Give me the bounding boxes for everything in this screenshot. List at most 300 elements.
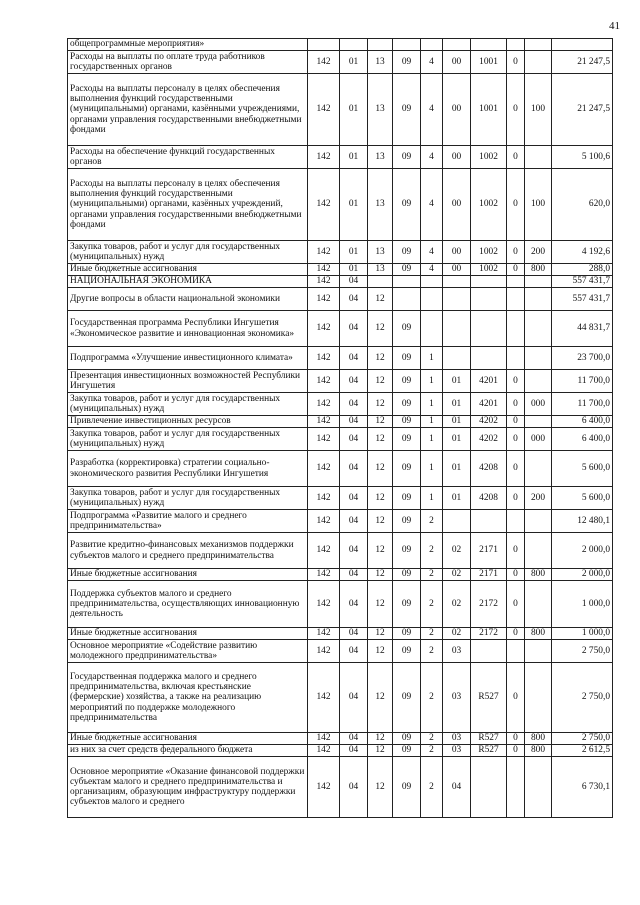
subsection-code-cell [368,276,393,288]
amount-cell: 5 100,6 [552,146,613,169]
direction-code-cell: 1001 [471,51,507,74]
amount-cell: 6 730,1 [552,757,613,818]
row-name-cell: Другие вопросы в области национальной экономики [68,288,308,311]
sub-code-cell: 0 [507,733,525,745]
sub-code-cell: 0 [507,628,525,640]
gov-code-cell: 142 [308,264,340,276]
subsection-code-cell: 13 [368,264,393,276]
event-code-cell: 01 [443,416,471,428]
expense-type-code-cell [525,311,552,347]
section-code-cell: 01 [340,241,368,264]
row-name-cell: Подпрограмма «Развитие малого и среднего предпринимательства» [68,510,308,533]
event-code-cell: 02 [443,628,471,640]
program-code-cell: 09 [393,347,421,370]
gov-code-cell: 142 [308,628,340,640]
row-name-cell: Иные бюджетные ассигнования [68,733,308,745]
amount-cell: 5 600,0 [552,451,613,487]
direction-code-cell: 1002 [471,264,507,276]
subprogram-code-cell: 1 [421,451,443,487]
subprogram-code-cell: 4 [421,74,443,146]
subprogram-code-cell: 2 [421,745,443,757]
sub-code-cell [507,347,525,370]
amount-cell: 11 700,0 [552,393,613,416]
subprogram-code-cell [421,288,443,311]
table-row [68,74,613,146]
table-row [68,757,613,818]
expense-type-code-cell: 000 [525,428,552,451]
amount-cell: 5 600,0 [552,487,613,510]
sub-code-cell: 0 [507,533,525,569]
section-code-cell: 04 [340,416,368,428]
direction-code-cell [471,510,507,533]
direction-code-cell: 4201 [471,393,507,416]
expense-type-code-cell: 100 [525,74,552,146]
direction-code-cell: 4202 [471,416,507,428]
amount-cell: 1 000,0 [552,581,613,628]
row-name-cell: Основное мероприятие «Содействие развитию молодежного предпринимательства» [68,640,308,663]
expense-type-code-cell [525,146,552,169]
program-code-cell: 09 [393,581,421,628]
program-code-cell: 09 [393,569,421,581]
table-row [68,663,613,733]
program-code-cell: 09 [393,628,421,640]
subprogram-code-cell: 1 [421,416,443,428]
subprogram-code-cell: 2 [421,733,443,745]
subsection-code-cell: 13 [368,169,393,241]
table-row [68,276,613,288]
sub-code-cell: 0 [507,264,525,276]
amount-cell: 2 000,0 [552,569,613,581]
amount-cell: 620,0 [552,169,613,241]
subsection-code-cell: 12 [368,370,393,393]
program-code-cell: 09 [393,146,421,169]
row-name-cell: общепрограммные мероприятия» [68,39,308,51]
event-code-cell [443,39,471,51]
gov-code-cell: 142 [308,288,340,311]
row-name-cell: из них за счет средств федерального бюджета [68,745,308,757]
event-code-cell: 00 [443,241,471,264]
subprogram-code-cell [421,311,443,347]
row-name-cell: Иные бюджетные ассигнования [68,569,308,581]
event-code-cell: 01 [443,451,471,487]
amount-cell: 44 831,7 [552,311,613,347]
amount-cell: 11 700,0 [552,370,613,393]
section-code-cell: 04 [340,663,368,733]
expense-type-code-cell [525,276,552,288]
section-code-cell: 01 [340,51,368,74]
row-name-cell: Разработка (корректировка) стратегии социально-экономического развития Республики Ингушетия [68,451,308,487]
table-row [68,241,613,264]
gov-code-cell: 142 [308,146,340,169]
gov-code-cell: 142 [308,169,340,241]
event-code-cell: 00 [443,74,471,146]
program-code-cell: 09 [393,663,421,733]
direction-code-cell: 1002 [471,146,507,169]
row-name-cell: Государственная программа Республики Ингушетия «Экономическое развитие и инновационная экономика» [68,311,308,347]
expense-type-code-cell: 800 [525,733,552,745]
subsection-code-cell: 12 [368,451,393,487]
row-name-cell: Расходы на выплаты по оплате труда работников государственных органов [68,51,308,74]
gov-code-cell [308,39,340,51]
amount-cell: 12 480,1 [552,510,613,533]
table-row [68,451,613,487]
gov-code-cell: 142 [308,416,340,428]
gov-code-cell: 142 [308,733,340,745]
section-code-cell: 01 [340,146,368,169]
table-row [68,533,613,569]
event-code-cell: 04 [443,757,471,818]
program-code-cell: 09 [393,51,421,74]
direction-code-cell: 4208 [471,451,507,487]
amount-cell: 2 000,0 [552,533,613,569]
sub-code-cell: 0 [507,581,525,628]
table-row [68,745,613,757]
table-row [68,487,613,510]
event-code-cell: 01 [443,370,471,393]
direction-code-cell: 2172 [471,628,507,640]
section-code-cell: 04 [340,757,368,818]
event-code-cell: 01 [443,487,471,510]
row-name-cell: Расходы на выплаты персоналу в целях обеспечения выполнения функций государственными (муниципальными) органами, казённых учреждений, органами управления государственными внебюджетными фондами [68,169,308,241]
table-row [68,510,613,533]
subsection-code-cell: 12 [368,416,393,428]
sub-code-cell [507,39,525,51]
subprogram-code-cell [421,39,443,51]
amount-cell: 4 192,6 [552,241,613,264]
gov-code-cell: 142 [308,487,340,510]
gov-code-cell: 142 [308,451,340,487]
section-code-cell: 04 [340,533,368,569]
sub-code-cell: 0 [507,370,525,393]
direction-code-cell: 1001 [471,74,507,146]
program-code-cell: 09 [393,169,421,241]
event-code-cell: 03 [443,640,471,663]
sub-code-cell [507,510,525,533]
row-name-cell: Закупка товаров, работ и услуг для государственных (муниципальных) нужд [68,487,308,510]
program-code-cell: 09 [393,640,421,663]
section-code-cell: 04 [340,581,368,628]
direction-code-cell [471,347,507,370]
direction-code-cell: 1002 [471,169,507,241]
expense-type-code-cell [525,39,552,51]
row-name-cell: Иные бюджетные ассигнования [68,264,308,276]
section-code-cell: 04 [340,288,368,311]
table-row [68,393,613,416]
expense-type-code-cell: 000 [525,393,552,416]
subprogram-code-cell: 2 [421,533,443,569]
subprogram-code-cell: 1 [421,370,443,393]
amount-cell: 21 247,5 [552,74,613,146]
event-code-cell: 02 [443,569,471,581]
direction-code-cell: 4201 [471,370,507,393]
direction-code-cell [471,640,507,663]
sub-code-cell: 0 [507,51,525,74]
event-code-cell: 00 [443,169,471,241]
subsection-code-cell: 12 [368,569,393,581]
gov-code-cell: 142 [308,663,340,733]
sub-code-cell: 0 [507,745,525,757]
event-code-cell [443,276,471,288]
subprogram-code-cell: 2 [421,663,443,733]
row-name-cell: Привлечение инвестиционных ресурсов [68,416,308,428]
direction-code-cell: R527 [471,663,507,733]
amount-cell: 2 612,5 [552,745,613,757]
subprogram-code-cell: 1 [421,428,443,451]
expense-type-code-cell [525,347,552,370]
section-code-cell: 04 [340,569,368,581]
subsection-code-cell: 12 [368,733,393,745]
budget-table-body [68,39,613,818]
section-code-cell: 04 [340,510,368,533]
row-name-cell: Расходы на обеспечение функций государственных органов [68,146,308,169]
gov-code-cell: 142 [308,51,340,74]
subsection-code-cell: 12 [368,393,393,416]
gov-code-cell: 142 [308,569,340,581]
event-code-cell: 00 [443,264,471,276]
amount-cell: 21 247,5 [552,51,613,74]
amount-cell: 23 700,0 [552,347,613,370]
subsection-code-cell: 12 [368,628,393,640]
subprogram-code-cell: 4 [421,169,443,241]
subprogram-code-cell: 4 [421,264,443,276]
direction-code-cell: 1002 [471,241,507,264]
gov-code-cell: 142 [308,640,340,663]
gov-code-cell: 142 [308,581,340,628]
table-row [68,51,613,74]
section-code-cell: 04 [340,451,368,487]
section-code-cell: 04 [340,487,368,510]
subsection-code-cell [368,39,393,51]
section-code-cell: 04 [340,628,368,640]
program-code-cell: 09 [393,487,421,510]
subsection-code-cell: 12 [368,581,393,628]
direction-code-cell [471,311,507,347]
subprogram-code-cell: 2 [421,581,443,628]
expense-type-code-cell [525,370,552,393]
event-code-cell [443,347,471,370]
row-name-cell: Закупка товаров, работ и услуг для государственных (муниципальных) нужд [68,428,308,451]
page-number: 41 [609,20,620,32]
event-code-cell [443,288,471,311]
section-code-cell: 04 [340,370,368,393]
subprogram-code-cell: 4 [421,146,443,169]
section-code-cell: 04 [340,276,368,288]
program-code-cell [393,276,421,288]
sub-code-cell: 0 [507,169,525,241]
subsection-code-cell: 12 [368,288,393,311]
subsection-code-cell: 12 [368,533,393,569]
subprogram-code-cell: 1 [421,487,443,510]
program-code-cell: 09 [393,416,421,428]
sub-code-cell [507,288,525,311]
program-code-cell: 09 [393,757,421,818]
direction-code-cell: 2172 [471,581,507,628]
expense-type-code-cell [525,581,552,628]
table-row [68,370,613,393]
gov-code-cell: 142 [308,370,340,393]
program-code-cell: 09 [393,370,421,393]
program-code-cell: 09 [393,510,421,533]
expense-type-code-cell [525,416,552,428]
section-code-cell: 04 [340,745,368,757]
section-code-cell: 04 [340,311,368,347]
amount-cell: 288,0 [552,264,613,276]
row-name-cell: Презентация инвестиционных возможностей Республики Ингушетия [68,370,308,393]
gov-code-cell: 142 [308,510,340,533]
expense-type-code-cell [525,663,552,733]
subsection-code-cell: 13 [368,51,393,74]
event-code-cell [443,311,471,347]
expense-type-code-cell [525,451,552,487]
table-row [68,146,613,169]
program-code-cell: 09 [393,451,421,487]
budget-table [67,38,613,818]
table-row [68,733,613,745]
section-code-cell: 01 [340,169,368,241]
amount-cell: 2 750,0 [552,640,613,663]
amount-cell: 6 400,0 [552,428,613,451]
table-row [68,416,613,428]
gov-code-cell: 142 [308,241,340,264]
program-code-cell: 09 [393,264,421,276]
subsection-code-cell: 12 [368,510,393,533]
row-name-cell: Основное мероприятие «Оказание финансовой поддержки субъектам малого и среднего предпринимательства и организациям, образующим инфраструктуру поддержки субъектов малого и среднего [68,757,308,818]
row-name-cell: Подпрограмма «Улучшение инвестиционного климата» [68,347,308,370]
program-code-cell [393,39,421,51]
direction-code-cell: 4202 [471,428,507,451]
subsection-code-cell: 13 [368,74,393,146]
event-code-cell: 00 [443,51,471,74]
program-code-cell: 09 [393,533,421,569]
section-code-cell: 04 [340,393,368,416]
table-row [68,640,613,663]
sub-code-cell [507,311,525,347]
sub-code-cell: 0 [507,428,525,451]
section-code-cell: 04 [340,640,368,663]
event-code-cell [443,510,471,533]
subsection-code-cell: 12 [368,663,393,733]
row-name-cell: Государственная поддержка малого и среднего предпринимательства, включая крестьянские (фермерские) хозяйства, а также на реализацию мероприятий по поддержке молодежного предпринимательства [68,663,308,733]
sub-code-cell [507,276,525,288]
amount-cell: 2 750,0 [552,663,613,733]
subprogram-code-cell: 2 [421,510,443,533]
expense-type-code-cell [525,533,552,569]
subsection-code-cell: 12 [368,487,393,510]
gov-code-cell: 142 [308,74,340,146]
expense-type-code-cell: 800 [525,264,552,276]
amount-cell [552,39,613,51]
section-code-cell [340,39,368,51]
program-code-cell: 09 [393,74,421,146]
amount-cell: 6 400,0 [552,416,613,428]
expense-type-code-cell [525,51,552,74]
table-row [68,39,613,51]
expense-type-code-cell: 200 [525,241,552,264]
event-code-cell: 03 [443,663,471,733]
subsection-code-cell: 12 [368,745,393,757]
table-row [68,428,613,451]
direction-code-cell: R527 [471,745,507,757]
direction-code-cell [471,757,507,818]
sub-code-cell [507,757,525,818]
gov-code-cell: 142 [308,393,340,416]
subsection-code-cell: 12 [368,757,393,818]
subsection-code-cell: 12 [368,428,393,451]
section-code-cell: 04 [340,347,368,370]
sub-code-cell: 0 [507,451,525,487]
gov-code-cell: 142 [308,276,340,288]
row-name-cell: Расходы на выплаты персоналу в целях обеспечения выполнения функций государственными (муниципальными) органами, казёнными учреждениями, органами управления государственными внебюджетными фондами [68,74,308,146]
table-row [68,347,613,370]
subsection-code-cell: 12 [368,311,393,347]
row-name-cell: Развитие кредитно-финансовых механизмов поддержки субъектов малого и среднего предпринимательства [68,533,308,569]
expense-type-code-cell: 800 [525,569,552,581]
row-name-cell: Поддержка субъектов малого и среднего предпринимательства, осуществляющих инновационную деятельность [68,581,308,628]
event-code-cell: 03 [443,745,471,757]
subsection-code-cell: 13 [368,241,393,264]
amount-cell: 1 000,0 [552,628,613,640]
section-code-cell: 01 [340,74,368,146]
row-name-cell: Закупка товаров, работ и услуг для государственных (муниципальных) нужд [68,241,308,264]
gov-code-cell: 142 [308,745,340,757]
program-code-cell: 09 [393,311,421,347]
direction-code-cell: 2171 [471,569,507,581]
expense-type-code-cell [525,288,552,311]
event-code-cell: 03 [443,733,471,745]
row-name-cell: Иные бюджетные ассигнования [68,628,308,640]
direction-code-cell: R527 [471,733,507,745]
expense-type-code-cell: 200 [525,487,552,510]
sub-code-cell: 0 [507,241,525,264]
event-code-cell: 02 [443,533,471,569]
gov-code-cell: 142 [308,347,340,370]
subsection-code-cell: 12 [368,640,393,663]
section-code-cell: 04 [340,428,368,451]
program-code-cell: 09 [393,733,421,745]
subprogram-code-cell: 2 [421,640,443,663]
program-code-cell: 09 [393,241,421,264]
subprogram-code-cell: 1 [421,347,443,370]
program-code-cell: 09 [393,428,421,451]
table-row [68,628,613,640]
sub-code-cell: 0 [507,487,525,510]
table-row [68,169,613,241]
subprogram-code-cell: 2 [421,757,443,818]
subprogram-code-cell: 1 [421,393,443,416]
expense-type-code-cell: 800 [525,745,552,757]
program-code-cell: 09 [393,745,421,757]
table-row [68,569,613,581]
gov-code-cell: 142 [308,428,340,451]
event-code-cell: 01 [443,393,471,416]
sub-code-cell: 0 [507,393,525,416]
subprogram-code-cell: 4 [421,51,443,74]
expense-type-code-cell [525,640,552,663]
event-code-cell: 02 [443,581,471,628]
gov-code-cell: 142 [308,757,340,818]
table-row [68,288,613,311]
expense-type-code-cell [525,757,552,818]
gov-code-cell: 142 [308,311,340,347]
sub-code-cell: 0 [507,146,525,169]
sub-code-cell: 0 [507,416,525,428]
row-name-cell: Закупка товаров, работ и услуг для государственных (муниципальных) нужд [68,393,308,416]
direction-code-cell [471,276,507,288]
table-row [68,311,613,347]
expense-type-code-cell: 100 [525,169,552,241]
expense-type-code-cell [525,510,552,533]
sub-code-cell: 0 [507,569,525,581]
